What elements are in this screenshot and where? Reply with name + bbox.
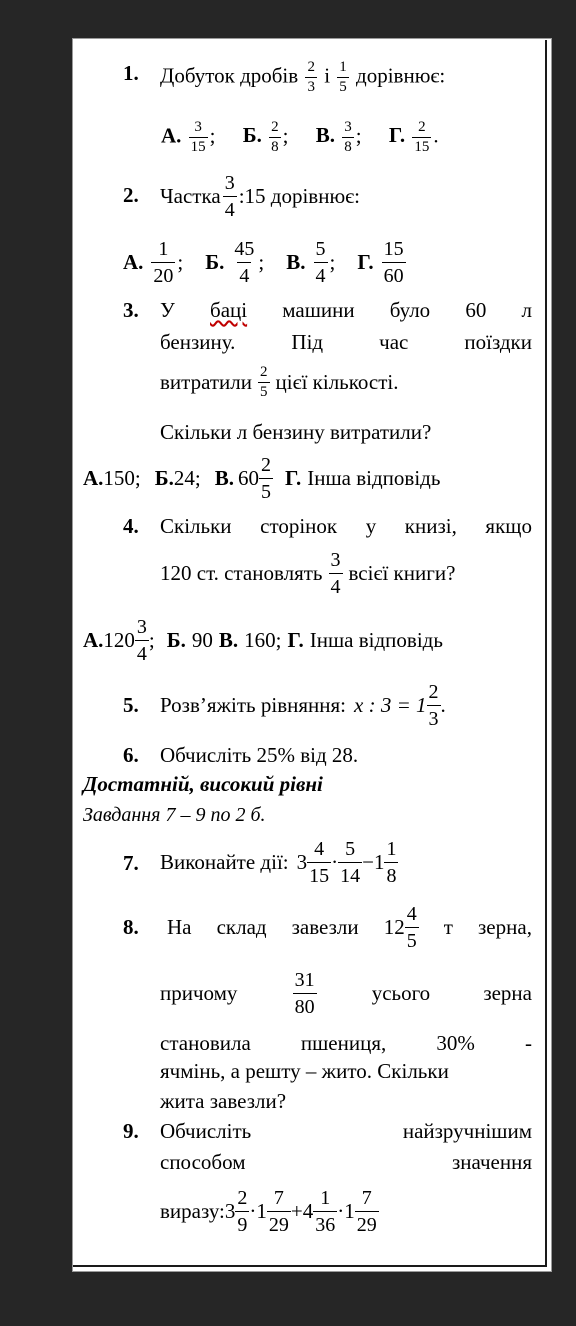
q2-option-b-label: Б. (205, 250, 225, 274)
q1-number: 1. (123, 61, 139, 85)
q7-number: 7. (123, 851, 139, 875)
document-page (72, 38, 552, 1272)
q2-option-a-label: А. (123, 250, 144, 274)
q2-options: А. 1 20 ; Б. 45 4 ; В. 5 4 ; Г. 15 60 (123, 237, 404, 287)
q7-fraction-3: 1 8 (386, 837, 397, 887)
q4-line-2: 120 ст. становлять 3 4 всієї книги? (160, 548, 456, 598)
q9-number: 9. (123, 1119, 139, 1143)
q1-options: А. $\frac{3}{15}$ ; Б. $\frac{2}{8}$ ; В. $\frac{3}{8}$ ; Г. $\frac{2}{15}$ . (161, 119, 439, 155)
q1-fraction-2: $\frac{1}{5}$ (339, 59, 347, 95)
q7-fraction-2: 5 14 (340, 837, 361, 887)
q2-option-d-label: Г. (357, 250, 374, 274)
q1-text-end: дорівнює: (356, 63, 446, 88)
q3-number: 3. (123, 298, 139, 322)
q4-option-a-label: А. (83, 628, 104, 652)
q1-question (160, 60, 445, 95)
q4-line-1: Скільки сторінок у книзі, якщо (160, 514, 532, 538)
q3-fraction: 2 5 (260, 363, 268, 400)
q3-option-c-label: В. (214, 466, 235, 490)
q9-expression: виразу: 3 2 9 ·1 7 29 +4 1 36 ·1 7 29 (160, 1186, 377, 1236)
q9-fraction-2: 7 29 (268, 1186, 289, 1236)
q3-option-c-fraction: 2 5 (261, 453, 272, 503)
q2-number: 2. (123, 183, 139, 207)
q8-fraction-1: 4 5 (406, 902, 417, 952)
q5-fraction: 2 3 (428, 680, 439, 730)
q1-option-c-fraction: $\frac{3}{8}$ (344, 119, 352, 155)
section-title: Достатній, високий рівні (83, 772, 323, 796)
q1-option-b-fraction: $\frac{2}{8}$ (271, 119, 279, 155)
q4-option-d-label: Г. (287, 628, 304, 652)
q1-option-c-label: В. (315, 123, 336, 148)
q9-fraction-3: 1 36 (315, 1186, 336, 1236)
q3-misspelled-word: баці (210, 298, 248, 322)
q1-option-b-label: Б. (242, 123, 262, 148)
q3-option-d-label: Г. (285, 466, 302, 490)
q5-number: 5. (123, 693, 139, 717)
q4-options: А. 120 3 4 ; Б. 90 В. 160; Г. Інша відповідь (83, 615, 443, 665)
q3-line-4: Скільки л бензину витратили? (160, 420, 432, 444)
q8-line-4: ячмінь, а решту – жито. Скільки (160, 1059, 449, 1083)
q2-question (160, 166, 360, 226)
q1-option-d-fraction: $\frac{2}{15}$ (414, 119, 430, 155)
q9-fraction-4: 7 29 (356, 1186, 377, 1236)
q5-question: Розв’яжіть рівняння: x : 3 = 1 2 3 . (160, 680, 446, 730)
page-frame (73, 40, 547, 1267)
q1-text: Добуток дробів (160, 63, 299, 88)
q8-line-2: причому 31 80 усього зерна (160, 968, 532, 1018)
q8-line-5: жита завезли? (160, 1089, 287, 1113)
q2-text-end: :15 дорівнює: (238, 184, 360, 208)
q1-fraction-1: $\frac{2}{3}$ (307, 59, 315, 95)
q2-option-b-fraction: 45 4 (234, 237, 255, 287)
q3-line-3: витратили 2 5 цієї кількості. (160, 363, 399, 400)
q9-line-2: способом значення (160, 1150, 532, 1174)
q1-option-a-fraction: $\frac{3}{15}$ (190, 119, 206, 155)
q1-option-a-label: А. (161, 123, 182, 148)
q3-options: А. 150; Б. 24; В. 60 2 5 Г. Інша відповідь (83, 453, 441, 503)
q7-question: Виконайте дії: 3 4 15 · 5 14 −1 1 8 (160, 837, 397, 887)
q7-fraction-1: 4 15 (309, 837, 330, 887)
q6-question: Обчисліть 25% від 28. (160, 743, 359, 767)
q3-line-1: У баці машини було 60 л (160, 298, 532, 322)
q8-line-3: становила пшениця, 30% - (160, 1031, 532, 1055)
q2-option-a-fraction: 1 20 (153, 237, 174, 287)
q2-text: Частка (160, 184, 221, 208)
q6-number: 6. (123, 743, 139, 767)
q2-option-c-label: В. (286, 250, 306, 274)
q5-equation: x : 3 = 1 (354, 693, 427, 717)
section-subtitle: Завдання 7 – 9 по 2 б. (83, 804, 266, 826)
q3-option-a-label: А. (83, 466, 104, 490)
q3-option-b-label: Б. (154, 466, 174, 490)
q4-option-a-fraction: 3 4 (136, 615, 147, 665)
q8-number: 8. (123, 915, 139, 939)
q4-number: 4. (123, 514, 139, 538)
q1-and: і (324, 63, 331, 88)
q2-fraction: 3 4 (224, 171, 235, 221)
q3-line-2: бензину. Під час поїздки (160, 330, 532, 354)
q2-option-d-fraction: 15 60 (383, 237, 404, 287)
q9-fraction-1: 2 9 (237, 1186, 248, 1236)
q4-fraction: 3 4 (330, 548, 341, 598)
q4-option-b-label: Б. (166, 628, 186, 652)
q8-fraction-2: 31 80 (294, 968, 315, 1018)
q9-line-1: Обчисліть найзручнішим (160, 1119, 532, 1143)
q4-option-c-label: В. (218, 628, 239, 652)
q1-option-d-label: Г. (388, 123, 406, 148)
q2-option-c-fraction: 5 4 (315, 237, 326, 287)
q8-line-1: На склад завезли 12 4 5 т зерна, (167, 902, 532, 952)
